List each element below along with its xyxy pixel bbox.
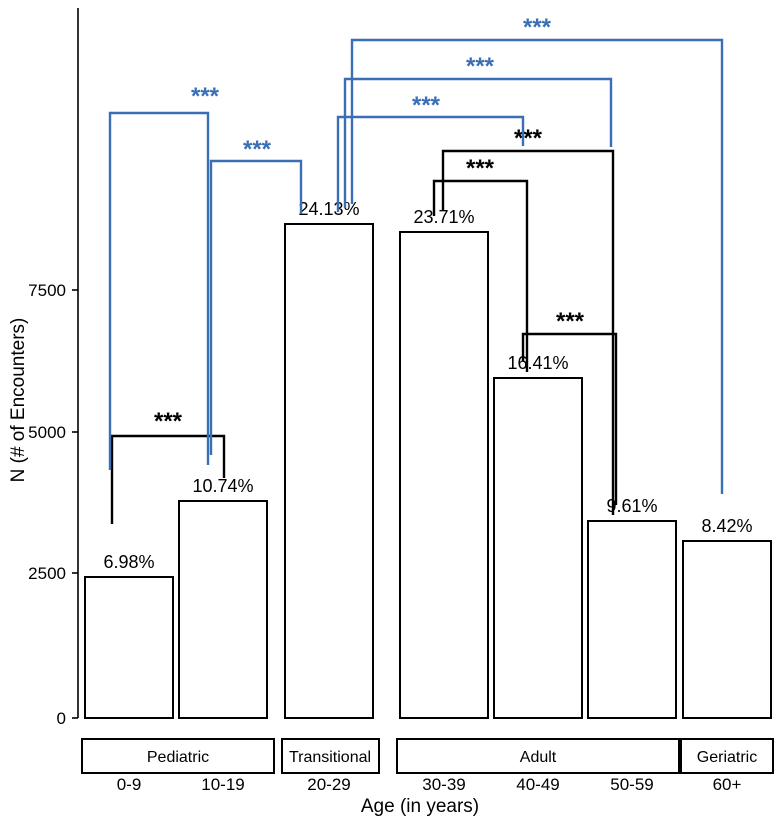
y-tick-label-2500: 2500: [28, 564, 66, 583]
bar-50-59[interactable]: [588, 521, 676, 718]
bar-10-19[interactable]: [179, 501, 267, 718]
bar-label-20-29: 24.13%: [298, 199, 360, 219]
y-tick-label-0: 0: [56, 709, 66, 728]
bar-40-49[interactable]: [494, 378, 582, 718]
significance-star-black-2: ***: [513, 125, 543, 152]
significance-star-black-0: ***: [153, 408, 183, 435]
bar-0-9[interactable]: [85, 577, 173, 718]
bar-label-30-39: 23.71%: [413, 207, 475, 227]
bar-20-29[interactable]: [285, 224, 373, 718]
y-axis: [72, 8, 78, 718]
x-tick-label-50-59: 50-59: [610, 775, 654, 794]
y-tick-label-7500: 7500: [28, 281, 66, 300]
x-tick-label-0-9: 0-9: [116, 775, 142, 794]
significance-star-blue-4: ***: [522, 14, 552, 41]
y-tick-label-5000: 5000: [28, 423, 66, 442]
x-axis-title: Age (in years): [360, 796, 480, 817]
bar-label-60plus: 8.42%: [701, 516, 753, 536]
bar-label-40-49: 16.41%: [507, 353, 569, 373]
group-label-adult: Adult: [519, 749, 557, 766]
group-label-geriatric: Geriatric: [696, 749, 758, 766]
group-label-transitional: Transitional: [288, 749, 372, 766]
y-axis-title: N (# of Encounters): [8, 317, 29, 483]
group-label-pediatric: Pediatric: [146, 749, 210, 766]
significance-star-black-3: ***: [555, 308, 585, 335]
x-tick-label-10-19: 10-19: [201, 775, 245, 794]
significance-star-blue-0: ***: [190, 83, 220, 110]
x-tick-label-30-39: 30-39: [422, 775, 466, 794]
significance-star-blue-1: ***: [242, 136, 272, 163]
x-tick-label-60plus: 60+: [712, 775, 742, 794]
bars-group: [85, 224, 771, 718]
significance-star-black-1: ***: [465, 155, 495, 182]
x-tick-label-40-49: 40-49: [516, 775, 560, 794]
bar-label-50-59: 9.61%: [606, 496, 658, 516]
bar-30-39[interactable]: [400, 232, 488, 718]
bar-label-0-9: 6.98%: [103, 552, 155, 572]
bar-label-10-19: 10.74%: [192, 476, 254, 496]
x-tick-label-20-29: 20-29: [307, 775, 351, 794]
bar-60plus[interactable]: [683, 541, 771, 718]
significance-star-blue-2: ***: [411, 92, 441, 119]
significance-star-blue-3: ***: [465, 53, 495, 80]
